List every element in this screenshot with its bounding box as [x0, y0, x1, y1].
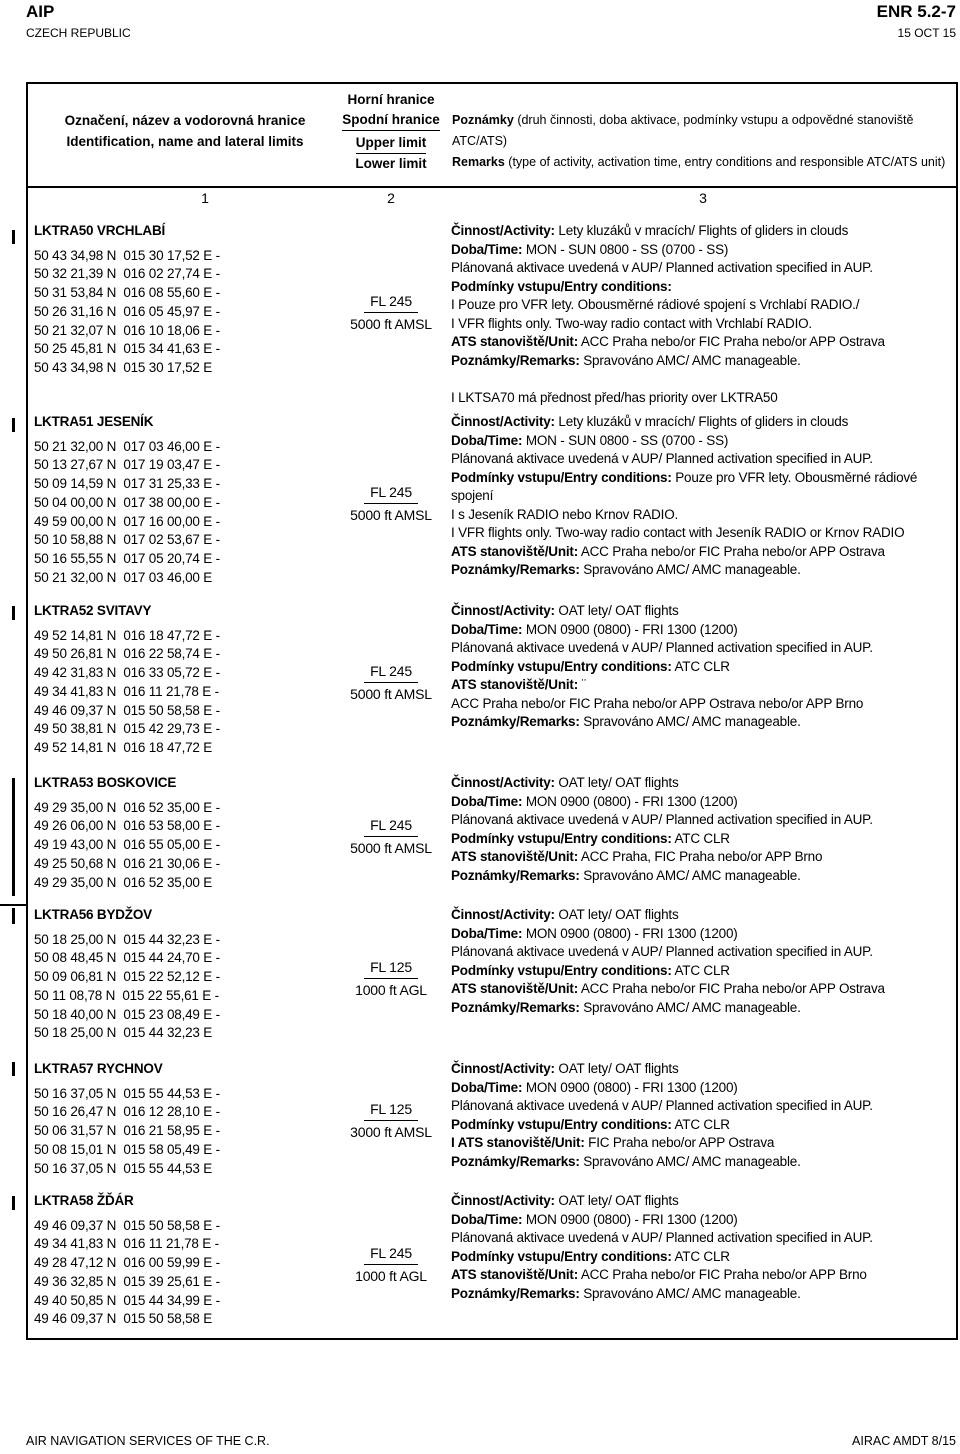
footer-publisher: AIR NAVIGATION SERVICES OF THE C.R. — [26, 1434, 270, 1448]
remark-line — [451, 621, 956, 640]
upper-limit: FL 245 — [364, 292, 418, 313]
remark-line — [451, 676, 956, 695]
boundary-coordinate: 49 46 09,37 N 015 50 58,58 E - — [34, 1217, 220, 1233]
boundary-coordinate: 49 29 35,00 N 016 52 35,00 E — [34, 874, 213, 890]
boundary-coordinate: 49 34 41,83 N 016 11 21,78 E - — [34, 1236, 219, 1252]
remark-text: MON 0900 (0800) - FRI 1300 (1200) — [522, 793, 738, 809]
col2-upper-en: Upper limit — [356, 133, 427, 154]
doc-title: AIP — [26, 2, 55, 21]
change-bar — [12, 1196, 15, 1210]
remark-label: Poznámky/Remarks: — [451, 1153, 580, 1169]
remark-text: ¨ — [578, 677, 586, 692]
boundary-coordinate: 50 26 31,16 N 016 05 45,97 E - — [34, 303, 220, 319]
area-identification — [34, 222, 364, 378]
vertical-limits — [346, 816, 436, 857]
vertical-limits — [346, 292, 436, 333]
remark-text: I s Jeseník RADIO nebo Krnov RADIO. — [451, 506, 679, 522]
remark-text: Plánovaná aktivace uvedená v AUP/ Planned activation specified in AUP. — [451, 260, 873, 275]
remark-line — [451, 524, 956, 543]
boundary-coordinate: 50 08 48,45 N 015 44 24,70 E - — [34, 950, 220, 966]
boundary-coordinate: 50 13 27,67 N 017 19 03,47 E - — [34, 457, 220, 473]
area-name: LKTRA51 JESENÍK — [34, 414, 154, 429]
remark-label: Poznámky/Remarks: — [451, 562, 580, 577]
col2-lower-en: Lower limit — [355, 156, 427, 171]
boundary-coordinate: 49 28 47,12 N 016 00 59,99 E - — [34, 1255, 220, 1271]
remark-line — [451, 1116, 956, 1135]
remark-line — [451, 543, 956, 562]
remark-text: ACC Praha nebo/or FIC Praha nebo/or APP Ostrava — [578, 334, 885, 349]
header-left — [26, 2, 131, 40]
boundary-coordinate: 50 25 45,81 N 015 34 41,63 E - — [34, 341, 220, 357]
area-name: LKTRA53 BOSKOVICE — [34, 775, 177, 790]
boundary-coordinate: 49 25 50,68 N 016 21 30,06 E - — [34, 855, 220, 871]
remark-text: ACC Praha nebo/or FIC Praha nebo/or APP Ostrava nebo/or APP Brno — [451, 695, 864, 711]
column-number-3: 3 — [699, 190, 707, 206]
vertical-limits — [346, 662, 436, 703]
remark-label: Poznámky/Remarks: — [451, 714, 580, 729]
change-bar — [12, 908, 15, 924]
remark-text: Spravováno AMC/ AMC manageable. — [579, 999, 801, 1015]
boundary-coordinate: 49 36 32,85 N 015 39 25,61 E - — [34, 1273, 220, 1289]
boundary-coordinate: 50 16 26,47 N 016 12 28,10 E - — [34, 1104, 220, 1120]
remark-line — [451, 980, 956, 999]
remark-label: Činnost/Activity: — [451, 603, 555, 618]
effective-date: 15 OCT 15 — [897, 26, 956, 40]
area-remarks — [451, 1060, 956, 1171]
boundary-coordinate: 50 09 14,59 N 017 31 25,33 E - — [34, 476, 220, 492]
remark-line — [451, 793, 956, 812]
remark-line — [451, 389, 956, 408]
remark-text: Spravováno AMC/ AMC manageable. — [579, 562, 801, 577]
area-identification — [34, 1060, 364, 1178]
remark-label: Doba/Time: — [451, 793, 523, 809]
remark-text: Pouze pro VFR lety. Obousměrné rádiové spojení — [451, 469, 918, 503]
remark-text: Spravováno AMC/ AMC manageable. — [579, 1153, 801, 1169]
remark-text: Plánovaná aktivace uvedená v AUP/ Planned activation specified in AUP. — [451, 640, 873, 655]
remark-line — [451, 658, 956, 677]
remark-line — [451, 867, 956, 886]
change-bar — [12, 606, 15, 620]
remark-text: Plánovaná aktivace uvedená v AUP/ Planned activation specified in AUP. — [451, 944, 873, 959]
vertical-limits — [346, 1100, 436, 1141]
remark-text: Plánovaná aktivace uvedená v AUP/ Planned activation specified in AUP. — [451, 451, 873, 466]
remark-line — [451, 602, 956, 621]
column-number-2: 2 — [387, 190, 395, 206]
remark-label: Činnost/Activity: — [451, 775, 555, 790]
remark-line — [451, 315, 956, 334]
lower-limit: 3000 ft AMSL — [350, 1124, 432, 1140]
footer-amendment: AIRAC AMDT 8/15 — [852, 1434, 956, 1448]
boundary-coordinate: 50 08 15,01 N 015 58 05,49 E - — [34, 1141, 220, 1157]
remark-label: Poznámky/Remarks: — [451, 352, 580, 368]
boundary-coordinate: 50 04 00,00 N 017 38 00,00 E - — [34, 494, 220, 510]
remark-text: ATC CLR — [671, 1116, 730, 1132]
col1-label-en: Identification, name and lateral limits — [66, 134, 304, 149]
remark-line — [451, 296, 956, 315]
remark-text: I VFR flights only. Two-way radio contact with Vrchlabí RADIO. — [451, 315, 812, 331]
change-bar — [12, 230, 15, 244]
remark-label: ATS stanoviště/Unit: — [451, 334, 579, 349]
col1-label-cz: Označení, název a vodorovná hranice — [64, 113, 306, 128]
change-bar — [12, 1062, 15, 1076]
boundary-coordinate: 49 46 09,37 N 015 50 58,58 E - — [34, 702, 220, 718]
lower-limit: 1000 ft AGL — [355, 982, 427, 998]
remark-text: OAT lety/ OAT flights — [554, 603, 679, 618]
boundary-coordinate: 49 26 06,00 N 016 53 58,00 E - — [34, 818, 220, 834]
remark-text: MON 0900 (0800) - FRI 1300 (1200) — [522, 1079, 738, 1095]
remark-text: ACC Praha, FIC Praha nebo/or APP Brno — [578, 849, 823, 864]
remark-label: Doba/Time: — [451, 241, 523, 257]
boundary-coordinate: 50 10 58,88 N 017 02 53,67 E - — [34, 532, 220, 548]
remark-label: Podmínky vstupu/Entry conditions: — [451, 1248, 672, 1264]
remark-label: Podmínky vstupu/Entry conditions: — [451, 962, 672, 978]
boundary-coordinate: 50 21 32,07 N 016 10 18,06 E - — [34, 322, 220, 338]
remark-text: MON 0900 (0800) - FRI 1300 (1200) — [522, 1211, 738, 1227]
boundary-coordinate: 49 59 00,00 N 017 16 00,00 E - — [34, 513, 220, 529]
remark-label: ATS stanoviště/Unit: — [451, 543, 579, 559]
boundary-coordinate: 49 52 14,81 N 016 18 47,72 E — [34, 739, 213, 755]
remark-text: OAT lety/ OAT flights — [554, 1061, 679, 1076]
area-identification — [34, 906, 364, 1043]
boundary-coordinate: 49 42 31,83 N 016 33 05,72 E - — [34, 665, 220, 681]
remark-text: Plánovaná aktivace uvedená v AUP/ Planned activation specified in AUP. — [451, 812, 873, 827]
boundary-coordinate: 50 21 32,00 N 017 03 46,00 E — [34, 569, 213, 585]
boundary-coordinate: 50 11 08,78 N 015 22 55,61 E - — [34, 987, 219, 1003]
area-remarks — [451, 602, 956, 732]
remark-label: Doba/Time: — [451, 432, 523, 448]
remark-text: Spravováno AMC/ AMC manageable. — [579, 1285, 801, 1301]
header-right — [877, 2, 956, 40]
remark-text: MON 0900 (0800) - FRI 1300 (1200) — [522, 925, 738, 941]
remark-label: Podmínky vstupu/Entry conditions: — [451, 830, 672, 846]
remark-line — [451, 1229, 956, 1248]
lower-limit: 5000 ft AMSL — [350, 507, 432, 523]
change-bar — [12, 778, 15, 896]
remark-label: Činnost/Activity: — [451, 414, 555, 429]
remark-line — [451, 774, 956, 793]
area-remarks — [451, 906, 956, 1017]
remark-text: Lety kluzáků v mracích/ Flights of gliders in clouds — [554, 414, 849, 429]
remark-line — [451, 413, 956, 432]
col2-upper-cz: Horní hranice — [347, 92, 435, 107]
remark-line — [451, 450, 956, 469]
boundary-coordinate: 50 16 37,05 N 015 55 44,53 E — [34, 1160, 213, 1176]
remark-text: Plánovaná aktivace uvedená v AUP/ Planned activation specified in AUP. — [451, 1098, 873, 1113]
remark-line — [451, 811, 956, 830]
remark-text: ATC CLR — [671, 1248, 730, 1264]
remark-label: Činnost/Activity: — [451, 223, 555, 238]
remark-line — [451, 962, 956, 981]
remark-line — [451, 259, 956, 278]
area-remarks — [451, 413, 956, 580]
column-header-identification — [30, 110, 340, 152]
header-divider — [26, 186, 958, 188]
remark-text: MON 0900 (0800) - FRI 1300 (1200) — [522, 621, 738, 637]
col2-lower-cz: Spodní hranice — [342, 110, 440, 131]
remark-line — [451, 999, 956, 1018]
area-name: LKTRA57 RYCHNOV — [34, 1061, 163, 1076]
remark-label: Doba/Time: — [451, 1211, 523, 1227]
remark-text: ACC Praha nebo/or FIC Praha nebo/or APP Ostrava — [578, 543, 885, 559]
area-remarks — [451, 222, 956, 407]
remark-line — [451, 925, 956, 944]
boundary-coordinate: 50 06 31,57 N 016 21 58,95 E - — [34, 1123, 220, 1139]
remark-line — [451, 943, 956, 962]
remark-line — [451, 352, 956, 371]
remark-text: ATC CLR — [671, 962, 730, 978]
area-name: LKTRA58 ŽĎÁR — [34, 1193, 134, 1208]
remark-label: ATS stanoviště/Unit: — [451, 849, 579, 864]
remark-text: MON - SUN 0800 - SS (0700 - SS) — [522, 241, 729, 257]
upper-limit: FL 245 — [364, 662, 418, 683]
remark-text: ATC CLR — [671, 830, 730, 846]
upper-limit: FL 125 — [364, 1100, 418, 1121]
remark-text: MON - SUN 0800 - SS (0700 - SS) — [522, 432, 729, 448]
remark-text: Plánovaná aktivace uvedená v AUP/ Planned activation specified in AUP. — [451, 1230, 873, 1245]
remark-label: Doba/Time: — [451, 925, 523, 941]
remark-label: Podmínky vstupu/Entry conditions: — [451, 1116, 672, 1132]
boundary-coordinate: 50 09 06,81 N 015 22 52,12 E - — [34, 969, 220, 985]
remark-text: I LKTSA70 má přednost před/has priority over LKTRA50 — [451, 389, 778, 405]
remark-line — [451, 713, 956, 732]
boundary-coordinate: 50 18 25,00 N 015 44 32,23 E - — [34, 931, 220, 947]
remark-label: Poznámky/Remarks: — [451, 867, 580, 883]
area-identification — [34, 602, 364, 758]
remark-line — [451, 1192, 956, 1211]
remark-line — [451, 1079, 956, 1098]
vertical-limits — [346, 483, 436, 524]
boundary-coordinate: 49 50 38,81 N 015 42 29,73 E - — [34, 721, 220, 737]
boundary-coordinate: 49 19 43,00 N 016 55 05,00 E - — [34, 837, 220, 853]
boundary-coordinate: 50 16 55,55 N 017 05 20,74 E - — [34, 550, 220, 566]
remark-text: ACC Praha nebo/or FIC Praha nebo/or APP Ostrava — [578, 981, 885, 996]
boundary-coordinate: 49 52 14,81 N 016 18 47,72 E - — [34, 627, 220, 643]
boundary-coordinate: 49 50 26,81 N 016 22 58,74 E - — [34, 646, 220, 662]
remark-label: Poznámky/Remarks: — [451, 999, 580, 1015]
vertical-limits — [346, 1244, 436, 1285]
vertical-limits — [346, 958, 436, 999]
boundary-coordinate: 50 21 32,00 N 017 03 46,00 E - — [34, 438, 220, 454]
area-name: LKTRA56 BYDŽOV — [34, 907, 152, 922]
remark-text: OAT lety/ OAT flights — [554, 1193, 679, 1208]
upper-limit: FL 245 — [364, 816, 418, 837]
remark-line — [451, 1097, 956, 1116]
remark-line — [451, 1266, 956, 1285]
boundary-coordinate: 50 18 25,00 N 015 44 32,23 E — [34, 1025, 213, 1041]
remark-label: Podmínky vstupu/Entry conditions: — [451, 278, 672, 294]
remark-label: I ATS stanoviště/Unit: — [451, 1135, 585, 1150]
boundary-coordinate: 49 46 09,37 N 015 50 58,58 E — [34, 1311, 213, 1327]
area-name: LKTRA50 VRCHLABÍ — [34, 223, 166, 238]
boundary-coordinate: 50 43 34,98 N 015 30 17,52 E — [34, 359, 213, 375]
lower-limit: 5000 ft AMSL — [350, 686, 432, 702]
area-remarks — [451, 1192, 956, 1303]
remark-line — [451, 1153, 956, 1172]
remark-line — [451, 278, 956, 297]
area-identification — [34, 1192, 364, 1329]
remark-line — [451, 848, 956, 867]
col3-label-cz: Poznámky (druh činnosti, doba aktivace, podmínky vstupu a odpovědné stanoviště ATC/ATS) — [452, 113, 914, 148]
remark-line — [451, 469, 956, 506]
remark-label: ATS stanoviště/Unit: — [451, 1267, 579, 1282]
column-number-1: 1 — [201, 190, 209, 206]
remark-text: ATC CLR — [671, 658, 730, 674]
remark-text: OAT lety/ OAT flights — [554, 907, 679, 922]
change-bar — [12, 418, 15, 432]
boundary-coordinate: 50 32 21,39 N 016 02 27,74 E - — [34, 266, 220, 282]
remark-line — [451, 561, 956, 580]
remark-line — [451, 1211, 956, 1230]
remark-line — [451, 830, 956, 849]
area-identification — [34, 774, 364, 892]
remark-label: ATS stanoviště/Unit: — [451, 981, 579, 996]
remark-label: Činnost/Activity: — [451, 1061, 555, 1076]
remark-line — [451, 1285, 956, 1304]
remark-text: I Pouze pro VFR lety. Obousměrné rádiové spojení s Vrchlabí RADIO./ — [451, 297, 860, 312]
remark-text: Spravováno AMC/ AMC manageable. — [579, 714, 801, 729]
remark-label: Doba/Time: — [451, 1079, 523, 1095]
remark-text: ACC Praha nebo/or FIC Praha nebo/or APP Brno — [578, 1267, 867, 1282]
remark-label: Činnost/Activity: — [451, 907, 555, 922]
remark-line — [451, 695, 956, 714]
remark-text: Spravováno AMC/ AMC manageable. — [579, 352, 801, 368]
column-header-limits — [338, 90, 444, 174]
change-bar — [0, 904, 26, 906]
remark-line — [451, 906, 956, 925]
remark-label: Podmínky vstupu/Entry conditions: — [451, 469, 672, 485]
remark-line — [451, 1134, 956, 1153]
remark-line — [451, 506, 956, 525]
remark-line — [451, 222, 956, 241]
boundary-coordinate: 50 43 34,98 N 015 30 17,52 E - — [34, 247, 220, 263]
remark-line — [451, 333, 956, 352]
boundary-coordinate: 49 34 41,83 N 016 11 21,78 E - — [34, 683, 219, 699]
remark-line — [451, 432, 956, 451]
remark-line — [451, 1060, 956, 1079]
lower-limit: 5000 ft AMSL — [350, 840, 432, 856]
boundary-coordinate: 50 16 37,05 N 015 55 44,53 E - — [34, 1085, 220, 1101]
area-identification — [34, 413, 364, 587]
remark-label: Poznámky/Remarks: — [451, 1285, 580, 1301]
boundary-coordinate: 49 29 35,00 N 016 52 35,00 E - — [34, 799, 220, 815]
page-number: ENR 5.2-7 — [876, 2, 956, 21]
remark-label: ATS stanoviště/Unit: — [451, 677, 579, 692]
remark-text: OAT lety/ OAT flights — [554, 775, 679, 790]
remark-text: Lety kluzáků v mracích/ Flights of gliders in clouds — [554, 223, 849, 238]
boundary-coordinate: 50 18 40,00 N 015 23 08,49 E - — [34, 1006, 220, 1022]
boundary-coordinate: 50 31 53,84 N 016 08 55,60 E - — [34, 285, 220, 301]
column-header-remarks — [452, 110, 956, 173]
remark-line — [451, 1248, 956, 1267]
lower-limit: 1000 ft AGL — [355, 1268, 427, 1284]
remark-label: Doba/Time: — [451, 621, 523, 637]
remark-line — [451, 241, 956, 260]
area-remarks — [451, 774, 956, 885]
remark-text: FIC Praha nebo/or APP Ostrava — [584, 1135, 775, 1150]
country-name: CZECH REPUBLIC — [26, 26, 131, 40]
upper-limit: FL 125 — [364, 958, 418, 979]
remark-line — [451, 639, 956, 658]
remark-line — [451, 370, 956, 389]
upper-limit: FL 245 — [364, 483, 418, 504]
remark-label: Činnost/Activity: — [451, 1193, 555, 1208]
remark-text: Spravováno AMC/ AMC manageable. — [579, 867, 801, 883]
boundary-coordinate: 49 40 50,85 N 015 44 34,99 E - — [34, 1292, 220, 1308]
remark-label: Podmínky vstupu/Entry conditions: — [451, 658, 672, 674]
remark-text: I VFR flights only. Two-way radio contact with Jeseník RADIO or Krnov RADIO — [451, 525, 905, 540]
col3-label-en: Remarks (type of activity, activation time, entry conditions and responsible ATC/ATS unit) — [452, 155, 946, 169]
area-name: LKTRA52 SVITAVY — [34, 603, 152, 618]
upper-limit: FL 245 — [364, 1244, 418, 1265]
lower-limit: 5000 ft AMSL — [350, 316, 432, 332]
